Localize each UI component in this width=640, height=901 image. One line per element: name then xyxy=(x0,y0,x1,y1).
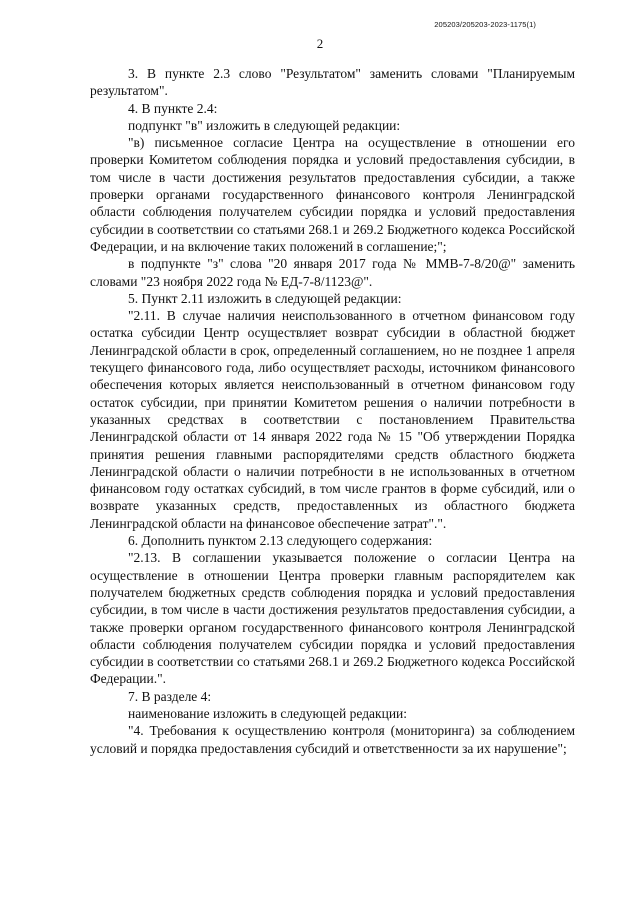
document-registration-number: 205203/205203-2023-1175(1) xyxy=(434,20,536,29)
paragraph: "в) письменное согласие Центра на осуществление в отношении его проверки Комитетом соблюдения порядка и условий предоставления субсидии, в том числе в части достижения результатов предоставления субсидии, а также проверки органами государственного финансового контроля Ленинградской области соблюдения получателем субсидии порядка и условий предоставления субсидии в соответствии со статьями 268.1 и 269.2 Бюджетного кодекса Российской Федерации, и на включение таких положений в соглашение;"; xyxy=(90,135,575,254)
paragraph: 3. В пункте 2.3 слово "Результатом" заменить словами "Планируемым результатом". xyxy=(90,66,575,99)
document-body xyxy=(90,65,575,757)
paragraph: в подпункте "з" слова "20 января 2017 года № ММВ-7-8/20@" заменить словами "23 ноября 2022 года № ЕД-7-8/1123@". xyxy=(90,256,575,289)
paragraph: "2.11. В случае наличия неиспользованного в отчетном финансовом году остатка субсидии Центр осуществляет возврат субсидии в областной бюджет Ленинградской области в срок, определенный соглашением, но не позднее 1 апреля текущего финансового года, либо осуществляет расходы, источником финансового обеспечения которых является неиспользованный в отчетном финансовом году остаток субсидии, при принятии Комитетом решения о наличии потребности в указанных средствах в соответствии с постановлением Правительства Ленинградской области от 14 января 2022 года № 15 "Об утверждении Порядка принятия решения главными распорядителями средств областного бюджета Ленинградской области о наличии потребности в не использованных в отчетном финансовом году остатках субсидий, в том числе грантов в форме субсидий, или о возврате указанных средств, предоставленных из областного бюджета Ленинградской области на финансовое обеспечение затрат".". xyxy=(90,308,575,531)
paragraph: 6. Дополнить пунктом 2.13 следующего содержания: xyxy=(128,533,433,549)
paragraph: 5. Пункт 2.11 изложить в следующей редакции: xyxy=(128,290,402,306)
paragraph: "4. Требования к осуществлению контроля (мониторинга) за соблюдением условий и порядка предоставления субсидий и ответственности за их нарушение"; xyxy=(90,723,575,756)
paragraph: наименование изложить в следующей редакции: xyxy=(128,705,408,721)
paragraph: 7. В разделе 4: xyxy=(128,688,212,704)
page-number: 2 xyxy=(316,36,324,51)
paragraph: "2.13. В соглашении указывается положение о согласии Центра на осуществление в отношении Центра проверки главным распорядителем как получателем бюджетных средств соблюдения порядка и условий предоставления субсидии, в том числе в части достижения результатов предоставления субсидии, а также проверки органом государственного финансового контроля Ленинградской области соблюдения получателем субсидии порядка и условий предоставления субсидии в соответствии со статьями 268.1 и 269.2 Бюджетного кодекса Российской Федерации.". xyxy=(90,550,575,687)
paragraph: 4. В пункте 2.4: xyxy=(128,100,218,116)
paragraph: подпункт "в" изложить в следующей редакции: xyxy=(128,117,401,133)
